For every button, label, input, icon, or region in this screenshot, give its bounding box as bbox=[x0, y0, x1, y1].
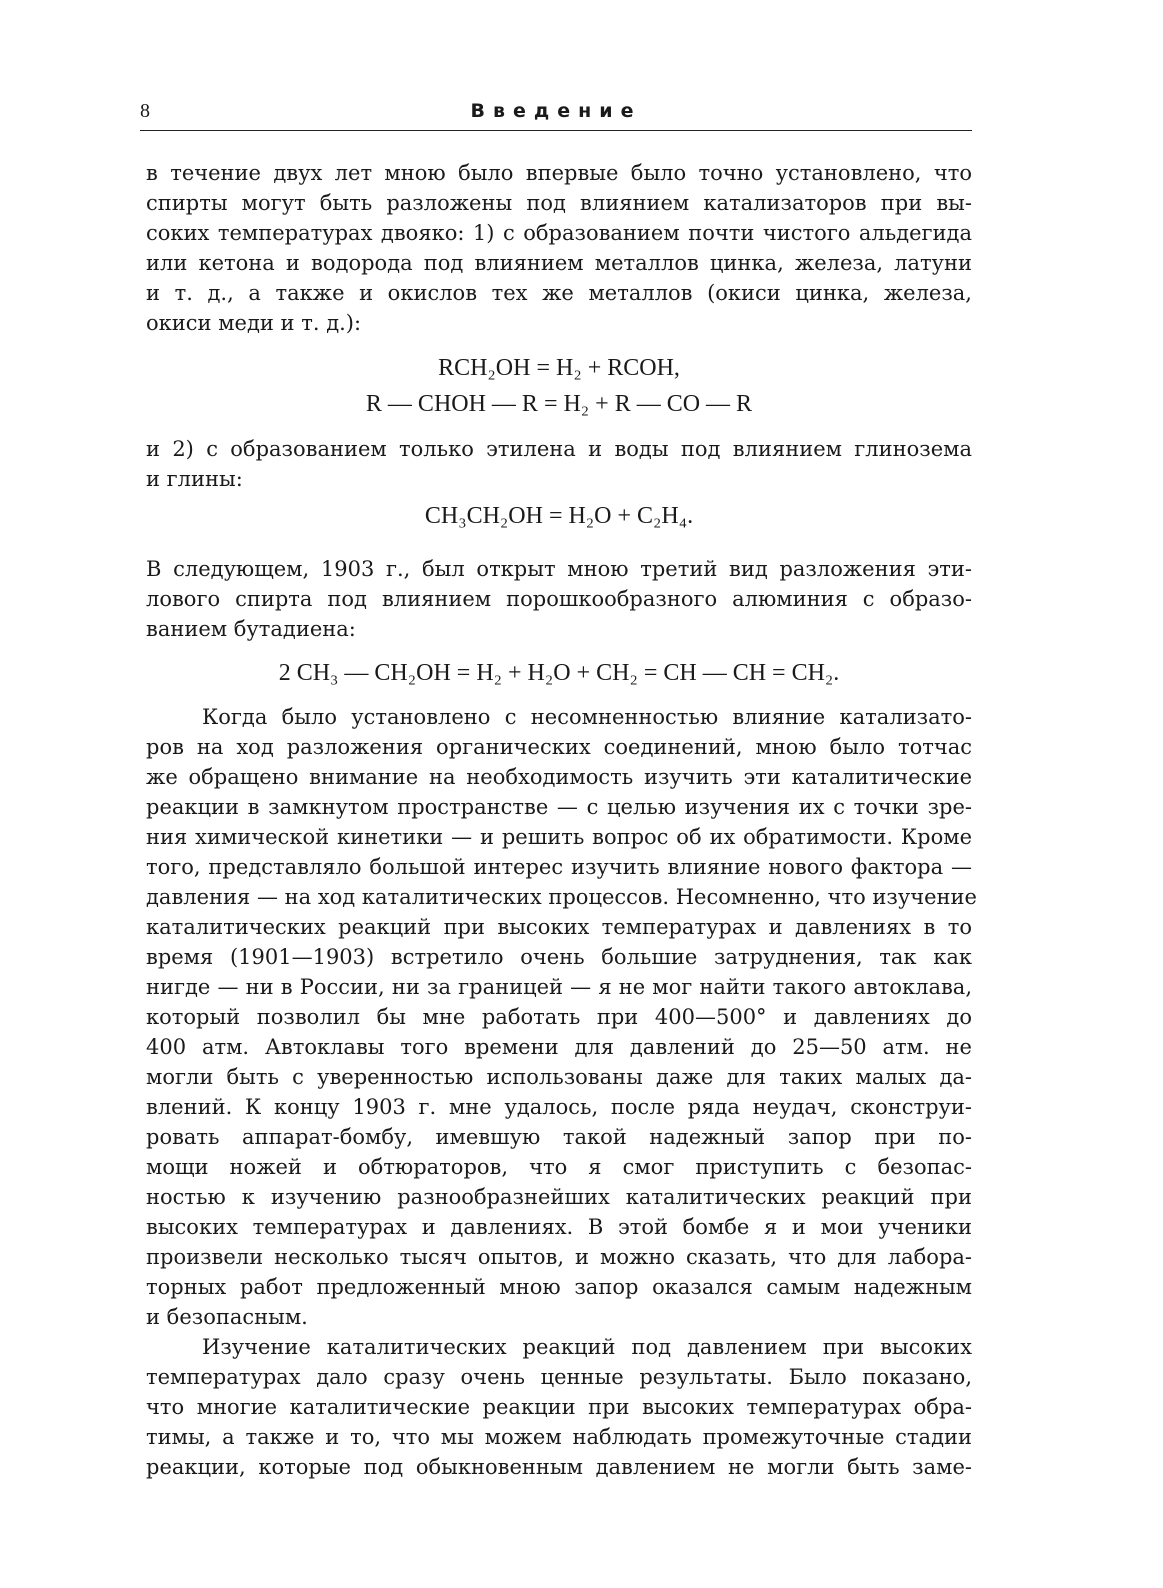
formula-aldehyde: RCH₂OH = H₂ + RCOH, bbox=[438, 355, 680, 381]
text-line: Когда было установлено с несомненностью влияние катализато- bbox=[202, 705, 972, 729]
text-line: соких температурах двояко: 1) с образованием почти чистого альдегида bbox=[146, 221, 972, 245]
text-line: и глины: bbox=[146, 467, 243, 491]
text-line: лового спирта под влиянием порошкообразного алюминия с образо- bbox=[146, 587, 972, 611]
section-title: Введение bbox=[470, 100, 642, 122]
text-line: окиси меди и т. д.): bbox=[146, 311, 362, 335]
text-line: температурах дало сразу очень ценные результаты. Было показано, bbox=[146, 1365, 972, 1389]
formula-ketone: R — CHOH — R = H₂ + R — CO — R bbox=[365, 391, 753, 417]
text-line: влений. К концу 1903 г. мне удалось, после ряда неудач, сконструи- bbox=[146, 1095, 972, 1119]
text-line: ния химической кинетики — и решить вопрос об их обратимости. Кроме bbox=[146, 825, 972, 849]
text-line: ванием бутадиена: bbox=[146, 617, 356, 641]
text-line: высоких температурах и давлениях. В этой бомбе я и мои ученики bbox=[146, 1215, 972, 1239]
text-line: ров на ход разложения органических соединений, мною было тотчас bbox=[146, 735, 972, 759]
text-line: В следующем, 1903 г., был открыт мною третий вид разложения эти- bbox=[146, 557, 972, 581]
page-number: 8 bbox=[140, 100, 150, 122]
text-line: и 2) с образованием только этилена и воды под влиянием глинозема bbox=[146, 437, 972, 461]
text-line: 400 атм. Автоклавы того времени для давлений до 25—50 атм. не bbox=[146, 1035, 972, 1059]
text-line: и т. д., а также и окислов тех же металлов (окиси цинка, железа, bbox=[146, 281, 972, 305]
text-line: того, представляло большой интерес изучить влияние нового фактора — bbox=[146, 855, 972, 879]
text-line: произвели несколько тысяч опытов, и можно сказать, что для лабора- bbox=[146, 1245, 972, 1269]
text-line: что многие каталитические реакции при высоких температурах обра- bbox=[146, 1395, 972, 1419]
text-line: же обращено внимание на необходимость изучить эти каталитические bbox=[146, 765, 972, 789]
running-head bbox=[140, 100, 972, 131]
text-line: каталитических реакций при высоких температурах и давлениях в то bbox=[146, 915, 972, 939]
text-line: торных работ предложенный мною запор оказался самым надежным bbox=[146, 1275, 972, 1299]
text-line: нигде — ни в России, ни за границей — я не мог найти такого автоклава, bbox=[146, 975, 972, 999]
body-text bbox=[146, 158, 977, 1482]
text-line: и безопасным. bbox=[146, 1305, 308, 1329]
text-line: спирты могут быть разложены под влиянием катализаторов при вы- bbox=[146, 191, 972, 215]
text-line: могли быть с уверенностью использованы даже для таких малых да- bbox=[146, 1065, 972, 1089]
text-line: мощи ножей и обтюраторов, что я смог приступить с безопас- bbox=[146, 1155, 972, 1179]
text-line: тимы, а также и то, что мы можем наблюдать промежуточные стадии bbox=[146, 1425, 972, 1449]
text-line: в течение двух лет мною было впервые было точно установлено, что bbox=[146, 161, 972, 185]
text-line: или кетона и водорода под влиянием металлов цинка, железа, латуни bbox=[146, 251, 972, 275]
text-line: время (1901—1903) встретило очень большие затруднения, так как bbox=[146, 945, 972, 969]
text-line: реакции в замкнутом пространстве — с целью изучения их с точки зре- bbox=[146, 795, 972, 819]
text-line: давления — на ход каталитических процессов. Несомненно, что изучение bbox=[146, 885, 977, 909]
text-line: реакции, которые под обыкновенным давлением не могли быть заме- bbox=[146, 1455, 972, 1479]
text-line: который позволил бы мне работать при 400—500° и давлениях до bbox=[146, 1005, 972, 1029]
text-line: ностью к изучению разнообразнейших каталитических реакций при bbox=[146, 1185, 972, 1209]
formula-butadiene: 2 CH₃ — CH₂OH = H₂ + H₂O + CH₂ = CH — CH = CH₂. bbox=[278, 660, 840, 686]
formula-ethylene: CH₃CH₂OH = H₂O + C₂H₄. bbox=[424, 503, 694, 529]
text-line: Изучение каталитических реакций под давлением при высоких bbox=[202, 1335, 972, 1359]
text-line: ровать аппарат-бомбу, имевшую такой надежный запор при по- bbox=[146, 1125, 972, 1149]
